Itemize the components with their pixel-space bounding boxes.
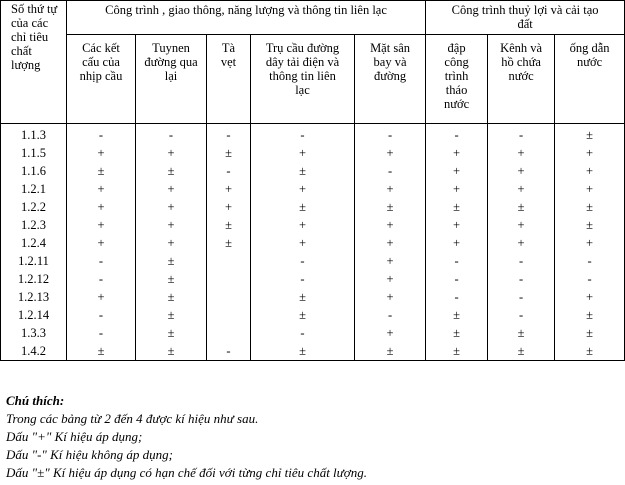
- value-cell: +: [224, 200, 233, 214]
- value-cell: -: [454, 254, 459, 268]
- value-cell: +: [167, 182, 175, 196]
- row-id: 1.2.3: [21, 218, 46, 232]
- row-id-stack: [1, 126, 66, 360]
- value-cell: -: [300, 128, 305, 142]
- value-cell: +: [586, 236, 594, 250]
- row-id: 1.2.4: [21, 236, 46, 250]
- value-cell: ±: [453, 200, 460, 214]
- column-7-values: [488, 124, 555, 361]
- notes-line: Dấu "-" Kí hiệu không áp dụng;: [6, 447, 173, 462]
- col-header-4-label: Trụ cầu đường dây tải điện và thông tin liên lạc: [265, 41, 340, 97]
- value-cell: ±: [299, 290, 306, 304]
- col-header-5-label: Mặt sân bay và đường: [370, 41, 410, 83]
- col-header-1: [67, 35, 136, 124]
- value-cell: [207, 306, 250, 324]
- group-header-irrigation: [426, 1, 625, 35]
- column-3-values: [207, 124, 251, 361]
- value-cell: +: [586, 182, 594, 196]
- corner-header-label: Số thứ tự của các chỉ tiêu chất lượng: [11, 2, 58, 72]
- notes-line: Dấu "±" Kí hiệu áp dụng có hạn chế đối với từng chỉ tiêu chất lượng.: [6, 465, 367, 480]
- value-stack: [426, 126, 487, 360]
- value-cell: -: [518, 308, 524, 322]
- row-id: 1.2.13: [17, 290, 50, 304]
- row-id: 1.2.1: [21, 182, 46, 196]
- col-header-6: [426, 35, 488, 124]
- value-cell: ±: [167, 326, 175, 340]
- value-cell: +: [453, 182, 461, 196]
- value-cell: ±: [167, 290, 175, 304]
- value-cell: [207, 252, 250, 270]
- notes-line: Dấu "+" Kí hiệu áp dụng;: [6, 429, 143, 444]
- row-id: 1.2.14: [17, 308, 50, 322]
- value-cell: -: [454, 128, 459, 142]
- value-cell: ±: [167, 272, 175, 286]
- value-cell: +: [517, 218, 525, 232]
- value-cell: ±: [299, 308, 306, 322]
- value-cell: +: [517, 146, 525, 160]
- value-cell: ±: [299, 344, 306, 358]
- value-cell: ±: [167, 344, 175, 358]
- value-cell: -: [518, 254, 524, 268]
- column-4-values: [251, 124, 355, 361]
- value-cell: +: [224, 182, 233, 196]
- value-cell: -: [518, 290, 524, 304]
- value-cell: +: [453, 218, 461, 232]
- group-header-transport-label: Công trình , giao thông, năng lượng và thông tin liên lạc: [105, 3, 387, 17]
- row-id: 1.4.2: [21, 344, 46, 358]
- notes-title: Chú thích:: [6, 393, 65, 408]
- value-stack: [355, 126, 425, 360]
- value-cell: +: [298, 218, 307, 232]
- col-header-7: [488, 35, 555, 124]
- value-cell: +: [386, 290, 394, 304]
- value-cell: ±: [167, 164, 175, 178]
- value-cell: +: [167, 200, 175, 214]
- row-id: 1.2.12: [17, 272, 50, 286]
- col-header-7-label: Kênh và hồ chứa nước: [500, 41, 543, 83]
- value-cell: ±: [517, 200, 525, 214]
- value-cell: -: [587, 272, 592, 286]
- value-cell: +: [97, 218, 105, 232]
- value-cell: -: [98, 308, 104, 322]
- value-cell: +: [453, 236, 461, 250]
- value-cell: -: [226, 128, 231, 142]
- corner-header: [1, 1, 67, 124]
- column-1-values: [67, 124, 136, 361]
- col-header-3-label: Tà vẹt: [220, 41, 237, 69]
- value-cell: +: [386, 272, 394, 286]
- value-cell: +: [386, 218, 394, 232]
- value-cell: -: [300, 272, 305, 286]
- value-cell: ±: [453, 308, 460, 322]
- notes-section: [6, 392, 367, 482]
- value-cell: +: [386, 254, 394, 268]
- column-6-values: [426, 124, 488, 361]
- value-stack: [136, 126, 206, 360]
- row-id-column: [1, 124, 67, 361]
- col-header-4: [251, 35, 355, 124]
- value-cell: +: [386, 182, 394, 196]
- value-cell: +: [453, 146, 461, 160]
- value-cell: ±: [386, 344, 394, 358]
- value-cell: -: [300, 254, 305, 268]
- value-cell: +: [298, 146, 307, 160]
- col-header-3: [207, 35, 251, 124]
- value-cell: +: [586, 146, 594, 160]
- column-2-values: [136, 124, 207, 361]
- value-cell: -: [387, 164, 393, 178]
- row-id: 1.2.2: [21, 200, 46, 214]
- value-cell: +: [167, 236, 175, 250]
- col-header-8: [555, 35, 625, 124]
- value-cell: [207, 324, 250, 342]
- row-id: 1.1.5: [21, 146, 46, 160]
- value-cell: +: [97, 182, 105, 196]
- col-header-2-label: Tuynen đường qua lại: [144, 41, 198, 83]
- value-cell: ±: [586, 344, 594, 358]
- group-header-irrigation-label: Công trình thuỷ lợi và cải tạo đất: [451, 3, 599, 31]
- value-cell: +: [386, 146, 394, 160]
- value-stack: [488, 126, 554, 360]
- value-cell: ±: [517, 344, 525, 358]
- value-cell: -: [454, 272, 459, 286]
- value-cell: +: [586, 290, 594, 304]
- group-header-transport: [67, 1, 426, 35]
- value-cell: +: [517, 182, 525, 196]
- value-cell: +: [97, 200, 105, 214]
- value-stack: [251, 126, 354, 360]
- value-cell: ±: [167, 254, 175, 268]
- col-header-5: [355, 35, 426, 124]
- value-cell: +: [97, 290, 105, 304]
- value-cell: +: [167, 146, 175, 160]
- row-id: 1.3.3: [21, 326, 46, 340]
- col-header-2: [136, 35, 207, 124]
- value-cell: +: [298, 182, 307, 196]
- value-cell: +: [517, 164, 525, 178]
- value-cell: +: [386, 326, 394, 340]
- value-cell: -: [300, 326, 305, 340]
- value-cell: +: [298, 236, 307, 250]
- value-cell: ±: [97, 164, 105, 178]
- value-cell: ±: [299, 200, 306, 214]
- value-cell: -: [226, 344, 231, 358]
- value-cell: +: [97, 236, 105, 250]
- value-cell: -: [98, 254, 104, 268]
- value-cell: [207, 288, 250, 306]
- value-cell: +: [586, 164, 594, 178]
- value-cell: +: [97, 146, 105, 160]
- value-stack: [207, 126, 250, 360]
- value-cell: +: [386, 236, 394, 250]
- value-cell: -: [387, 128, 393, 142]
- value-cell: ±: [453, 326, 460, 340]
- value-cell: ±: [586, 128, 594, 142]
- value-cell: -: [98, 272, 104, 286]
- value-cell: -: [98, 326, 104, 340]
- value-cell: ±: [97, 344, 105, 358]
- row-id: 1.2.11: [18, 254, 49, 268]
- value-cell: -: [226, 164, 231, 178]
- column-8-values: [555, 124, 625, 361]
- value-cell: ±: [225, 146, 232, 160]
- value-cell: ±: [225, 218, 232, 232]
- row-id: 1.1.3: [21, 128, 46, 142]
- value-cell: -: [587, 254, 592, 268]
- value-cell: +: [517, 236, 525, 250]
- col-header-6-label: đập công trình tháo nước: [443, 41, 470, 111]
- value-cell: ±: [586, 218, 594, 232]
- value-cell: ±: [167, 308, 175, 322]
- column-5-values: [355, 124, 426, 361]
- value-cell: -: [387, 308, 393, 322]
- value-cell: -: [518, 128, 524, 142]
- value-cell: [207, 270, 250, 288]
- value-cell: -: [98, 128, 104, 142]
- col-header-1-label: Các kết cấu của nhịp cầu: [79, 41, 123, 83]
- value-cell: -: [454, 290, 459, 304]
- col-header-8-label: ống dẫn nước: [569, 41, 610, 69]
- value-cell: ±: [586, 200, 594, 214]
- row-id: 1.1.6: [21, 164, 46, 178]
- value-cell: ±: [299, 164, 306, 178]
- table-body-row: [1, 124, 625, 361]
- notes-line: Trong các bảng từ 2 đến 4 được kí hiệu như sau.: [6, 411, 259, 426]
- value-cell: ±: [517, 326, 525, 340]
- value-cell: ±: [586, 326, 594, 340]
- value-cell: ±: [386, 200, 394, 214]
- value-cell: ±: [453, 344, 460, 358]
- value-cell: +: [167, 218, 175, 232]
- value-cell: ±: [586, 308, 594, 322]
- value-stack: [67, 126, 135, 360]
- value-cell: -: [518, 272, 524, 286]
- value-stack: [555, 126, 624, 360]
- value-cell: -: [168, 128, 174, 142]
- value-cell: ±: [225, 236, 232, 250]
- value-cell: +: [453, 164, 461, 178]
